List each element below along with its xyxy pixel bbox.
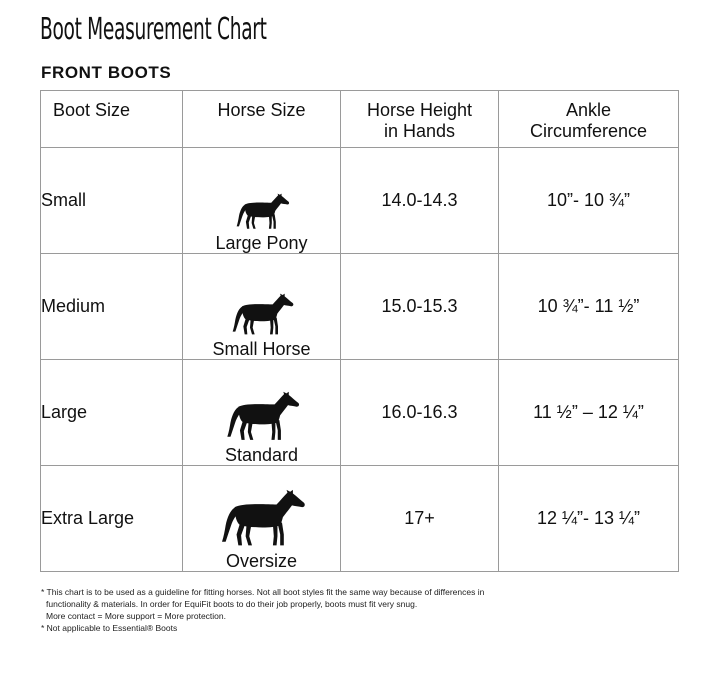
footnote-line: * Not applicable to Essential® Boots <box>41 623 178 633</box>
footnote-line: * This chart is to be used as a guideline for fitting horses. Not all boot styles fit the same way because of differences in <box>41 587 485 597</box>
table-row <box>41 360 679 466</box>
boot-size-cell: Medium <box>41 254 183 360</box>
footnote-line: More contact = More support = More protection. <box>46 611 227 621</box>
boot-size-cell: Small <box>41 148 183 254</box>
footnotes <box>41 586 484 634</box>
horse-size-cell <box>183 466 341 572</box>
header-ankle-line1: Ankle <box>565 100 612 120</box>
header-boot-size: Boot Size <box>41 91 183 148</box>
ankle-circumference-cell: 12 ¼”- 13 ¼” <box>499 466 679 572</box>
footnote-line: functionality & materials. In order for EquiFit boots to do their job properly, boots must fit very snug. <box>46 599 418 609</box>
boot-size-cell: Extra Large <box>41 466 183 572</box>
horse-height-cell: 14.0-14.3 <box>341 148 499 254</box>
ankle-circumference-cell: 11 ½” – 12 ¼” <box>499 360 679 466</box>
section-heading: FRONT BOOTS <box>41 63 172 82</box>
horse-height-cell: 15.0-15.3 <box>341 254 499 360</box>
page-title: Boot Measurement Chart <box>40 12 267 47</box>
table-header-row <box>41 91 679 148</box>
horse-size-label: Large Pony <box>215 233 308 253</box>
ankle-circumference-cell: 10 ¾”- 11 ½” <box>499 254 679 360</box>
horse-size-cell <box>183 254 341 360</box>
horse-size-cell <box>183 360 341 466</box>
table-row <box>41 148 679 254</box>
horse-size-label: Small Horse <box>212 339 311 359</box>
table-row <box>41 254 679 360</box>
header-horse-height <box>341 91 499 148</box>
table-row <box>41 466 679 572</box>
boot-size-cell: Large <box>41 360 183 466</box>
horse-icon <box>233 193 291 231</box>
horse-height-cell: 16.0-16.3 <box>341 360 499 466</box>
header-ankle-line2: Circumference <box>529 121 648 141</box>
ankle-circumference-cell: 10”- 10 ¾” <box>499 148 679 254</box>
horse-icon <box>226 293 298 337</box>
horse-height-cell: 17+ <box>341 466 499 572</box>
header-horse-height-line2: in Hands <box>383 121 456 141</box>
measurement-table <box>40 90 679 572</box>
horse-size-label: Oversize <box>225 551 297 571</box>
horse-size-label: Standard <box>224 445 299 465</box>
horse-size-cell <box>183 148 341 254</box>
header-horse-height-line1: Horse Height <box>366 100 473 120</box>
horse-icon <box>219 391 305 443</box>
header-ankle-circumference <box>499 91 679 148</box>
header-horse-size: Horse Size <box>183 91 341 148</box>
horse-icon <box>212 489 312 549</box>
